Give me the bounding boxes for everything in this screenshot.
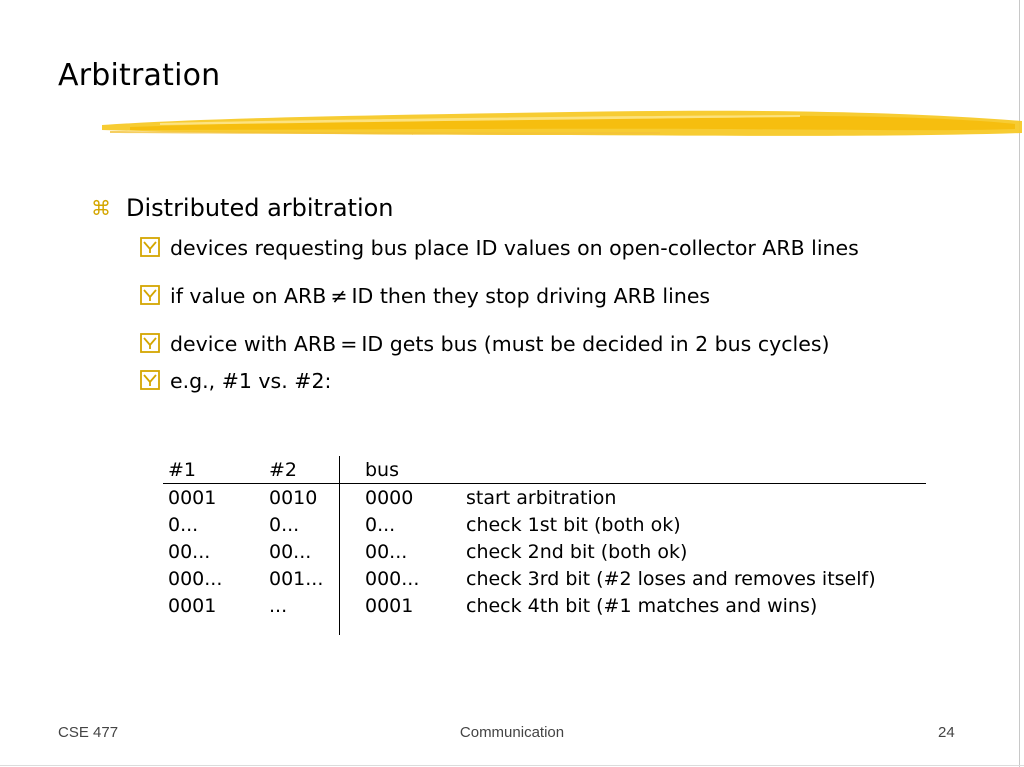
- checkbox-icon: [140, 285, 162, 307]
- table-cell: check 4th bit (#1 matches and wins): [466, 595, 818, 617]
- sub-bullet-text: devices requesting bus place ID values on open-collector ARB lines: [170, 236, 859, 260]
- table-cell: check 1st bit (both ok): [466, 513, 681, 536]
- table-cell: ...: [269, 595, 288, 617]
- footer-topic: Communication: [459, 724, 565, 741]
- table-header-row: [163, 456, 926, 484]
- table-row: [163, 484, 926, 512]
- column-header: #1: [163, 456, 264, 484]
- footer-course: CSE 477: [58, 724, 119, 741]
- sub-bullet-1: [140, 236, 859, 260]
- table-cell: 0000: [340, 484, 462, 512]
- checkbox-icon: [140, 333, 162, 355]
- table-cell: 00...: [340, 538, 462, 565]
- checkbox-icon: [140, 370, 162, 392]
- sub-bullet-text-before: if value on ARB: [170, 284, 327, 308]
- table-cell: 0...: [340, 511, 462, 538]
- sub-bullet-2: [140, 284, 710, 308]
- table-row: [163, 511, 926, 538]
- table-cell: 000...: [168, 567, 223, 590]
- sub-bullet-text-before: device with ARB: [170, 332, 337, 356]
- table-cell: 00...: [168, 540, 211, 563]
- checkbox-icon: [140, 237, 162, 259]
- equal-symbol: =: [340, 332, 358, 356]
- slide-title: Arbitration: [58, 58, 221, 93]
- table-cell: 0001: [340, 592, 462, 635]
- command-key-icon: ⌘: [91, 196, 111, 220]
- table-cell: 0...: [168, 513, 199, 536]
- highlighter-stroke-decoration: [100, 103, 1024, 143]
- column-header: #2: [264, 456, 340, 484]
- bottom-divider: [0, 765, 1024, 766]
- not-equal-symbol: ≠: [330, 284, 348, 308]
- table-cell: 001...: [269, 567, 324, 590]
- table-row: [163, 592, 926, 635]
- column-header: [461, 456, 926, 484]
- sub-bullet-text: e.g., #1 vs. #2:: [170, 369, 332, 393]
- table-cell: 0001: [168, 486, 217, 509]
- table-row: [163, 538, 926, 565]
- table-row: [163, 565, 926, 592]
- sub-bullet-text-after: ID gets bus (must be decided in 2 bus cycles): [361, 332, 830, 356]
- sub-bullet-text-after: ID then they stop driving ARB lines: [351, 284, 711, 308]
- table-cell: 00...: [269, 540, 312, 563]
- bullet-heading: Distributed arbitration: [126, 194, 394, 222]
- table-cell: 0010: [269, 486, 318, 509]
- footer-page-number: 24: [938, 724, 955, 741]
- arbitration-example-table: [163, 456, 926, 635]
- column-header: bus: [340, 456, 462, 484]
- table-cell: 0...: [269, 513, 300, 536]
- table-cell: 0001: [168, 595, 217, 617]
- table-cell: check 2nd bit (both ok): [466, 540, 688, 563]
- sub-bullet-3: [140, 332, 830, 356]
- table-cell: check 3rd bit (#2 loses and removes itself): [466, 567, 876, 590]
- sub-bullet-4: [140, 369, 331, 393]
- table-cell: start arbitration: [466, 486, 617, 509]
- bullet-distributed-arbitration: [90, 194, 394, 222]
- table-cell: 000...: [340, 565, 462, 592]
